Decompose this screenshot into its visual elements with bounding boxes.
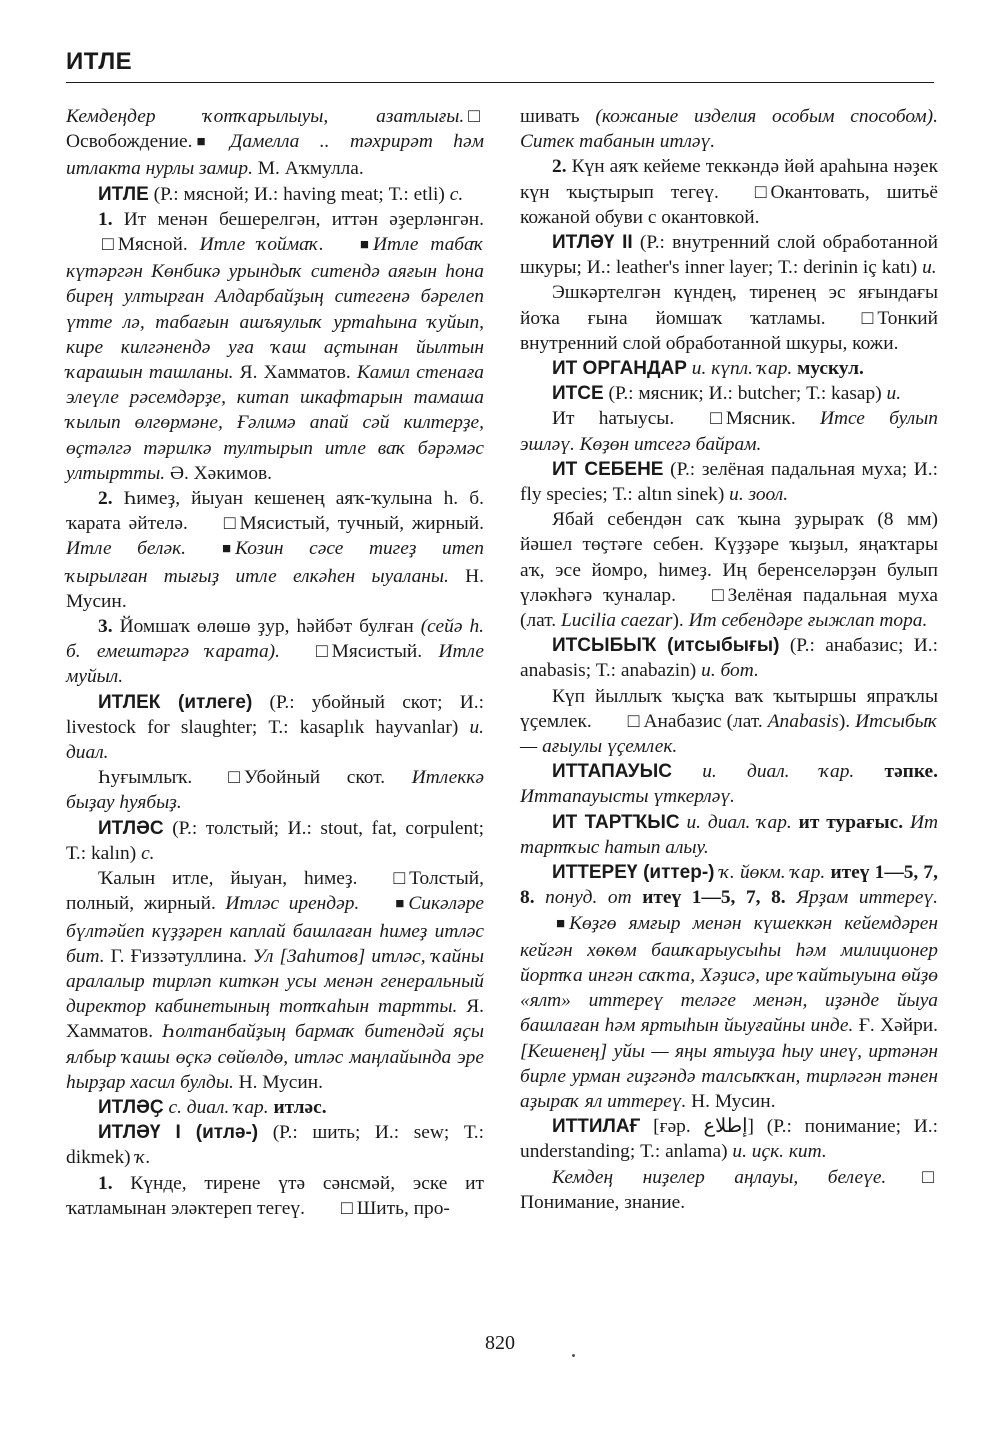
headword: ИТ СЕБЕНЕ — [552, 458, 664, 480]
text: Н. Мусин. — [686, 1090, 776, 1112]
text: Ғ. Хәйри. — [853, 1015, 938, 1037]
russian-translation-marker — [70, 232, 114, 257]
text: Зелёная падальная муха (лат. — [520, 584, 938, 632]
italic-text: понуд. от — [534, 887, 643, 909]
headword: ИТТАПАУЫС — [552, 761, 672, 783]
text: (Р.: внутренний слой обработанной шкуры; И.: leather's inner layer; Т.: derinin iç katı) — [520, 232, 938, 279]
italic-text: Итле табаҡ күтәргән Көнбикә урындыҡ ситендә аяғын һона бирең ултырған Алдарбайҙың ситегенә бәрелеп үтте лә, табағын ашъяулыҡ уртаһына ҡуйып, кире килгәнендә уға ҡаш аҫтынан йылтын ҡарашын ташланы. — [66, 234, 484, 384]
italic-text: (кожаные изделия особым способом). Ситек табанын итләү. — [520, 106, 938, 153]
text: Ә. Хәкимов. — [165, 462, 273, 484]
russian-translation-marker — [284, 639, 328, 664]
italic-text: и. — [922, 257, 937, 279]
bold-reference: итләс. — [273, 1096, 327, 1118]
entry-paragraph — [66, 866, 484, 1095]
italic-text: и. диал. ҡар. — [679, 811, 799, 833]
text: Н. Мусин. — [66, 565, 485, 612]
entry-paragraph — [66, 1095, 484, 1120]
bold-reference: ит турағыс. — [798, 811, 904, 833]
entry-paragraph — [66, 690, 484, 766]
headword: ИТЛӘҮ I (итлә-) — [98, 1122, 259, 1144]
text: Шить, про- — [356, 1197, 450, 1219]
entry-paragraph — [520, 684, 938, 760]
italic-text: (сейә һ. б. емештәргә ҡарата). — [66, 616, 484, 663]
text: (Р.: мясник; И.: butcher; Т.: kasap) — [603, 383, 887, 405]
italic-text: Lucilia caezar — [560, 610, 673, 632]
page-number: 820 — [485, 1332, 515, 1354]
russian-translation-marker — [678, 406, 722, 431]
headword: ИТЛЕК (итлеге) — [98, 691, 253, 713]
entry-paragraph — [520, 860, 938, 1114]
russian-translation-marker — [723, 180, 767, 205]
bold-reference: тәпке. — [884, 761, 938, 783]
italic-text: Ит тартҡыс һатып алыу. — [520, 811, 938, 858]
entry-paragraph — [520, 810, 938, 860]
italic-text: и. диал. ҡар. — [671, 761, 885, 783]
entry-paragraph — [66, 486, 484, 614]
continued-paragraph — [66, 104, 484, 182]
entry-paragraph — [66, 207, 484, 486]
example-marker — [190, 536, 231, 563]
italic-text: [Кешенең] уйы — яңы ятыуҙа һыу инеү, иртәнән бирле урман гиҙгәндә талсыҡҡан, тирләгән тәнен аҙыраҡ ял иттереү. — [520, 1040, 938, 1112]
entry-paragraph — [66, 614, 484, 690]
italic-text: и. зоол. — [729, 484, 789, 506]
text: Я. Хамматов. — [233, 362, 357, 384]
headword: ИТТИЛАҒ — [552, 1116, 641, 1138]
headword: ИТЛЕ — [98, 183, 149, 205]
italic-text: Ярҙам иттереү. — [785, 887, 938, 909]
italic-text: ҡ. — [135, 1147, 151, 1169]
italic-text: Итле муйыл. — [66, 641, 484, 688]
italic-text: Ул [Заһитов] итләс, ҡайны аралалыр тирләп киткән усы менән генеральный директор кабинетының тотҡаһын тартты. — [66, 945, 484, 1018]
russian-translation-marker — [309, 1196, 353, 1221]
continued-paragraph — [520, 104, 938, 154]
text: Күн аяҡ кейеме теккәндә йөй араһына нәҙек күн ҡыҫтырып тегеү. — [520, 156, 938, 203]
entry-paragraph — [520, 381, 938, 406]
italic-text: Ит себендәре ғыжлап тора. — [688, 610, 928, 632]
italic-text: Көҙгө ямғыр менән күшеккән кейемдәрен кейгән хөкөм башҡарыусыһы һәм милиционер йортҡа ингән саҡта, Хәҙисә, ире ҡайтыуына өйҙө «ялт» иттереү теләге менән, иҙәнде йыуа башлаған һәм яртыһын йыуғайны инде. — [520, 912, 938, 1037]
italic-text: с. — [449, 183, 464, 205]
italic-text: и. — [886, 383, 902, 405]
text: Освобождение. — [66, 131, 193, 153]
headword: ИТСЫБЫҠ (итсыбығы) — [552, 635, 780, 657]
text: Мясной. — [117, 234, 200, 256]
example-marker — [363, 891, 404, 918]
text: Н. Мусин. — [233, 1071, 324, 1093]
right-column — [520, 104, 938, 1215]
entry-paragraph — [66, 765, 484, 815]
bold-reference: итеү 1—5, 7, 8. — [520, 862, 938, 909]
bold-reference: мускул. — [797, 358, 864, 380]
text: М. Аҡмулла. — [252, 158, 364, 180]
sense-number: 1. — [98, 208, 113, 230]
bold-reference: итеү 1—5, 7, 8. — [642, 887, 786, 909]
italic-text: Дамелла .. тәхрирәт һәм итлакта нурлы замир. — [66, 131, 484, 180]
russian-translation-marker — [468, 104, 480, 129]
italic-text: и. иҫк. кит. — [732, 1141, 827, 1163]
text: шивать — [520, 106, 596, 127]
italic-text: Сикәләре бүлтәйеп күҙҙәрен каплай башлаған һимеҙ итләс бит. — [66, 893, 484, 967]
text: Убойный скот. — [243, 767, 412, 789]
entry-paragraph — [520, 457, 938, 507]
example-marker — [328, 232, 369, 259]
sense-number: 2. — [552, 156, 567, 178]
text: Күнде, тирене үтә сәнсмәй, эске ит ҡатламынан эләктереп тегеү. — [66, 1172, 484, 1219]
italic-text: с. диал. ҡар. — [163, 1096, 274, 1118]
header-rule — [66, 82, 934, 83]
text: Мясистый, тучный, жирный. — [239, 513, 484, 535]
text: Г. Ғиззәтуллина. — [104, 945, 253, 967]
text: Ит менән бешерелгән, иттән әҙерләнгән. — [112, 208, 484, 230]
sense-number: 1. — [98, 1172, 113, 1194]
italic-text: и. күпл. ҡар. — [686, 358, 798, 380]
text: Я. Хамматов. — [66, 996, 484, 1043]
italic-text: Козин сәсе тигеҙ итеп ҡырылған тығыҙ итле елкәһен ыуаланы. — [66, 538, 484, 587]
running-head: ИТЛЕ — [66, 48, 133, 75]
example-marker — [524, 911, 565, 938]
text: [ғәр. — [640, 1116, 704, 1138]
text: Йомшаҡ өлөшө ҙур, һәйбәт булған — [112, 616, 421, 638]
italic-text: Итсе булып эшләү. Көҙөн итсегә байрам. — [520, 408, 938, 455]
italic-text: Итле ҡоймаҡ. — [199, 234, 324, 256]
entry-paragraph — [520, 507, 938, 633]
text: (Р.: убойный скот; И.: livestock for slaughter; Т.: kasaplık hayvanlar) — [66, 691, 484, 738]
headword: ИТ ТАРТҠЫС — [552, 811, 680, 833]
text: ). — [672, 610, 689, 632]
sense-number: 2. — [98, 488, 113, 510]
headword: ИТТЕРЕҮ (иттер-) — [552, 862, 715, 884]
text: Күп йыллыҡ ҡыҫҡа ваҡ ҡытыршы япраҡлы үҫемлек. — [520, 685, 938, 732]
text: Ит һатыусы. — [552, 408, 675, 430]
text: Мясистый. — [331, 641, 439, 663]
text: ). — [838, 710, 856, 732]
entry-paragraph — [66, 182, 484, 207]
entry-paragraph — [66, 1171, 484, 1221]
sense-number: 3. — [98, 616, 113, 638]
text: Ҡалын итле, йыуан, һимеҙ. — [98, 868, 358, 890]
headword: ИТСЕ — [552, 383, 604, 405]
italic-text: Итләс ирендәр. — [225, 893, 360, 915]
text: Анабазис (лат. — [643, 710, 768, 732]
text: Тонкий внутренний слой обработанной шкуры, кожи. — [520, 307, 938, 354]
headword: ИТ ОРГАНДАР — [552, 358, 687, 380]
text: Понимание, знание. — [520, 1191, 686, 1213]
example-marker — [196, 129, 205, 156]
russian-translation-marker — [830, 306, 874, 331]
entry-paragraph — [520, 406, 938, 456]
text: Мясник. — [725, 408, 820, 430]
italic-text: Һолтанбайҙың бармаҡ битендәй яҫы ялбыр ҡашы өҫкә сөйөлдө, итләс маңлайында эре һырҙар хасил булды. — [66, 1021, 484, 1093]
russian-translation-marker — [196, 765, 240, 790]
text: (Р.: толстый; И.: stout, fat, corpulent; Т.: kalın) — [66, 817, 484, 864]
italic-text: Иттапауысты үткерләү. — [520, 786, 735, 808]
italic-text: Кемдеңдер ҡотҡарылыуы, азатлығы. — [66, 106, 465, 127]
headword: ИТЛӘҮ II — [552, 232, 633, 254]
russian-translation-marker — [192, 511, 236, 536]
entry-paragraph — [520, 356, 938, 381]
print-speck — [572, 1354, 575, 1357]
entry-paragraph — [520, 154, 938, 230]
entry-paragraph — [520, 633, 938, 683]
italic-text: Итле беләк. — [66, 538, 187, 560]
text: إطلاع — [703, 1116, 748, 1138]
text: (Р.: мясной; И.: having meat; Т.: etli) — [148, 183, 450, 205]
russian-translation-marker — [596, 709, 640, 734]
italic-text: Итсыбыҡ — ағыулы үҫемлек. — [520, 710, 938, 758]
italic-text: Итлеккә быҙау һуябыҙ. — [66, 767, 484, 814]
entry-paragraph — [520, 759, 938, 809]
text: ] (Р.: понимание; И.: understanding; Т.: anlama) — [520, 1116, 939, 1163]
entry-paragraph — [520, 280, 938, 356]
entry-paragraph — [66, 1120, 484, 1170]
text: (Р.: зелёная падальная муха; И.: fly species; Т.: altın sinek) — [520, 458, 938, 506]
entry-paragraph — [520, 1165, 938, 1215]
italic-text: Камил стенаға элеүле рәсемдәрҙе, китап шкафтарын тамаша ҡылып өлгөрмәне, Ғәлимә апай сәй килтерҙе, өҫтәлгә тәрилкә тултырып итле ваҡ бәрәмәс ултыртты. — [66, 362, 484, 484]
left-column — [66, 104, 484, 1221]
text: Эшкәртелгән күндең, тиренең эс яғындағы йоҡа ғына йомшаҡ ҡатламы. — [520, 282, 938, 329]
italic-text: с. — [141, 842, 155, 864]
italic-text: Кемдең ниҙелер аңлауы, белеүе. — [552, 1166, 887, 1188]
text: (Р.: шить; И.: sew; Т.: dikmek) — [66, 1122, 484, 1169]
text: Окантовать, шитьё кожаной обуви с окантовкой. — [520, 181, 938, 228]
italic-text: Anabasis — [767, 710, 839, 732]
russian-translation-marker — [361, 866, 405, 891]
text: (Р.: анабазис; И.: anabasis; Т.: anabazin) — [520, 635, 938, 682]
entry-paragraph — [520, 1114, 938, 1164]
russian-translation-marker — [890, 1165, 934, 1190]
entry-paragraph — [520, 230, 938, 280]
italic-text: и. диал. — [66, 716, 484, 764]
italic-text: и. бот. — [701, 660, 759, 682]
russian-translation-marker — [680, 583, 724, 608]
text: Һуғымлыҡ. — [98, 767, 193, 789]
text: Һимеҙ, йыуан кешенең аяҡ-ҡулына һ. б. ҡарата әйтелә. — [66, 488, 484, 535]
italic-text: ҡ. йөкм. ҡар. — [714, 862, 831, 884]
text: Ябай себендән саҡ ҡына ҙурыраҡ (8 мм) йәшел төҫтәге себен. Күҙҙәре ҡыҙыл, яңаҡтары аҡ, эсе йомро, һимеҙ. Иң беренселәрҙән булып үләкһәгә ҡуналар. — [520, 509, 938, 606]
entry-paragraph — [66, 816, 484, 866]
text: Толстый, полный, жирный. — [66, 868, 484, 915]
headword: ИТЛӘС — [98, 817, 164, 839]
headword: ИТЛӘҪ — [98, 1096, 164, 1118]
